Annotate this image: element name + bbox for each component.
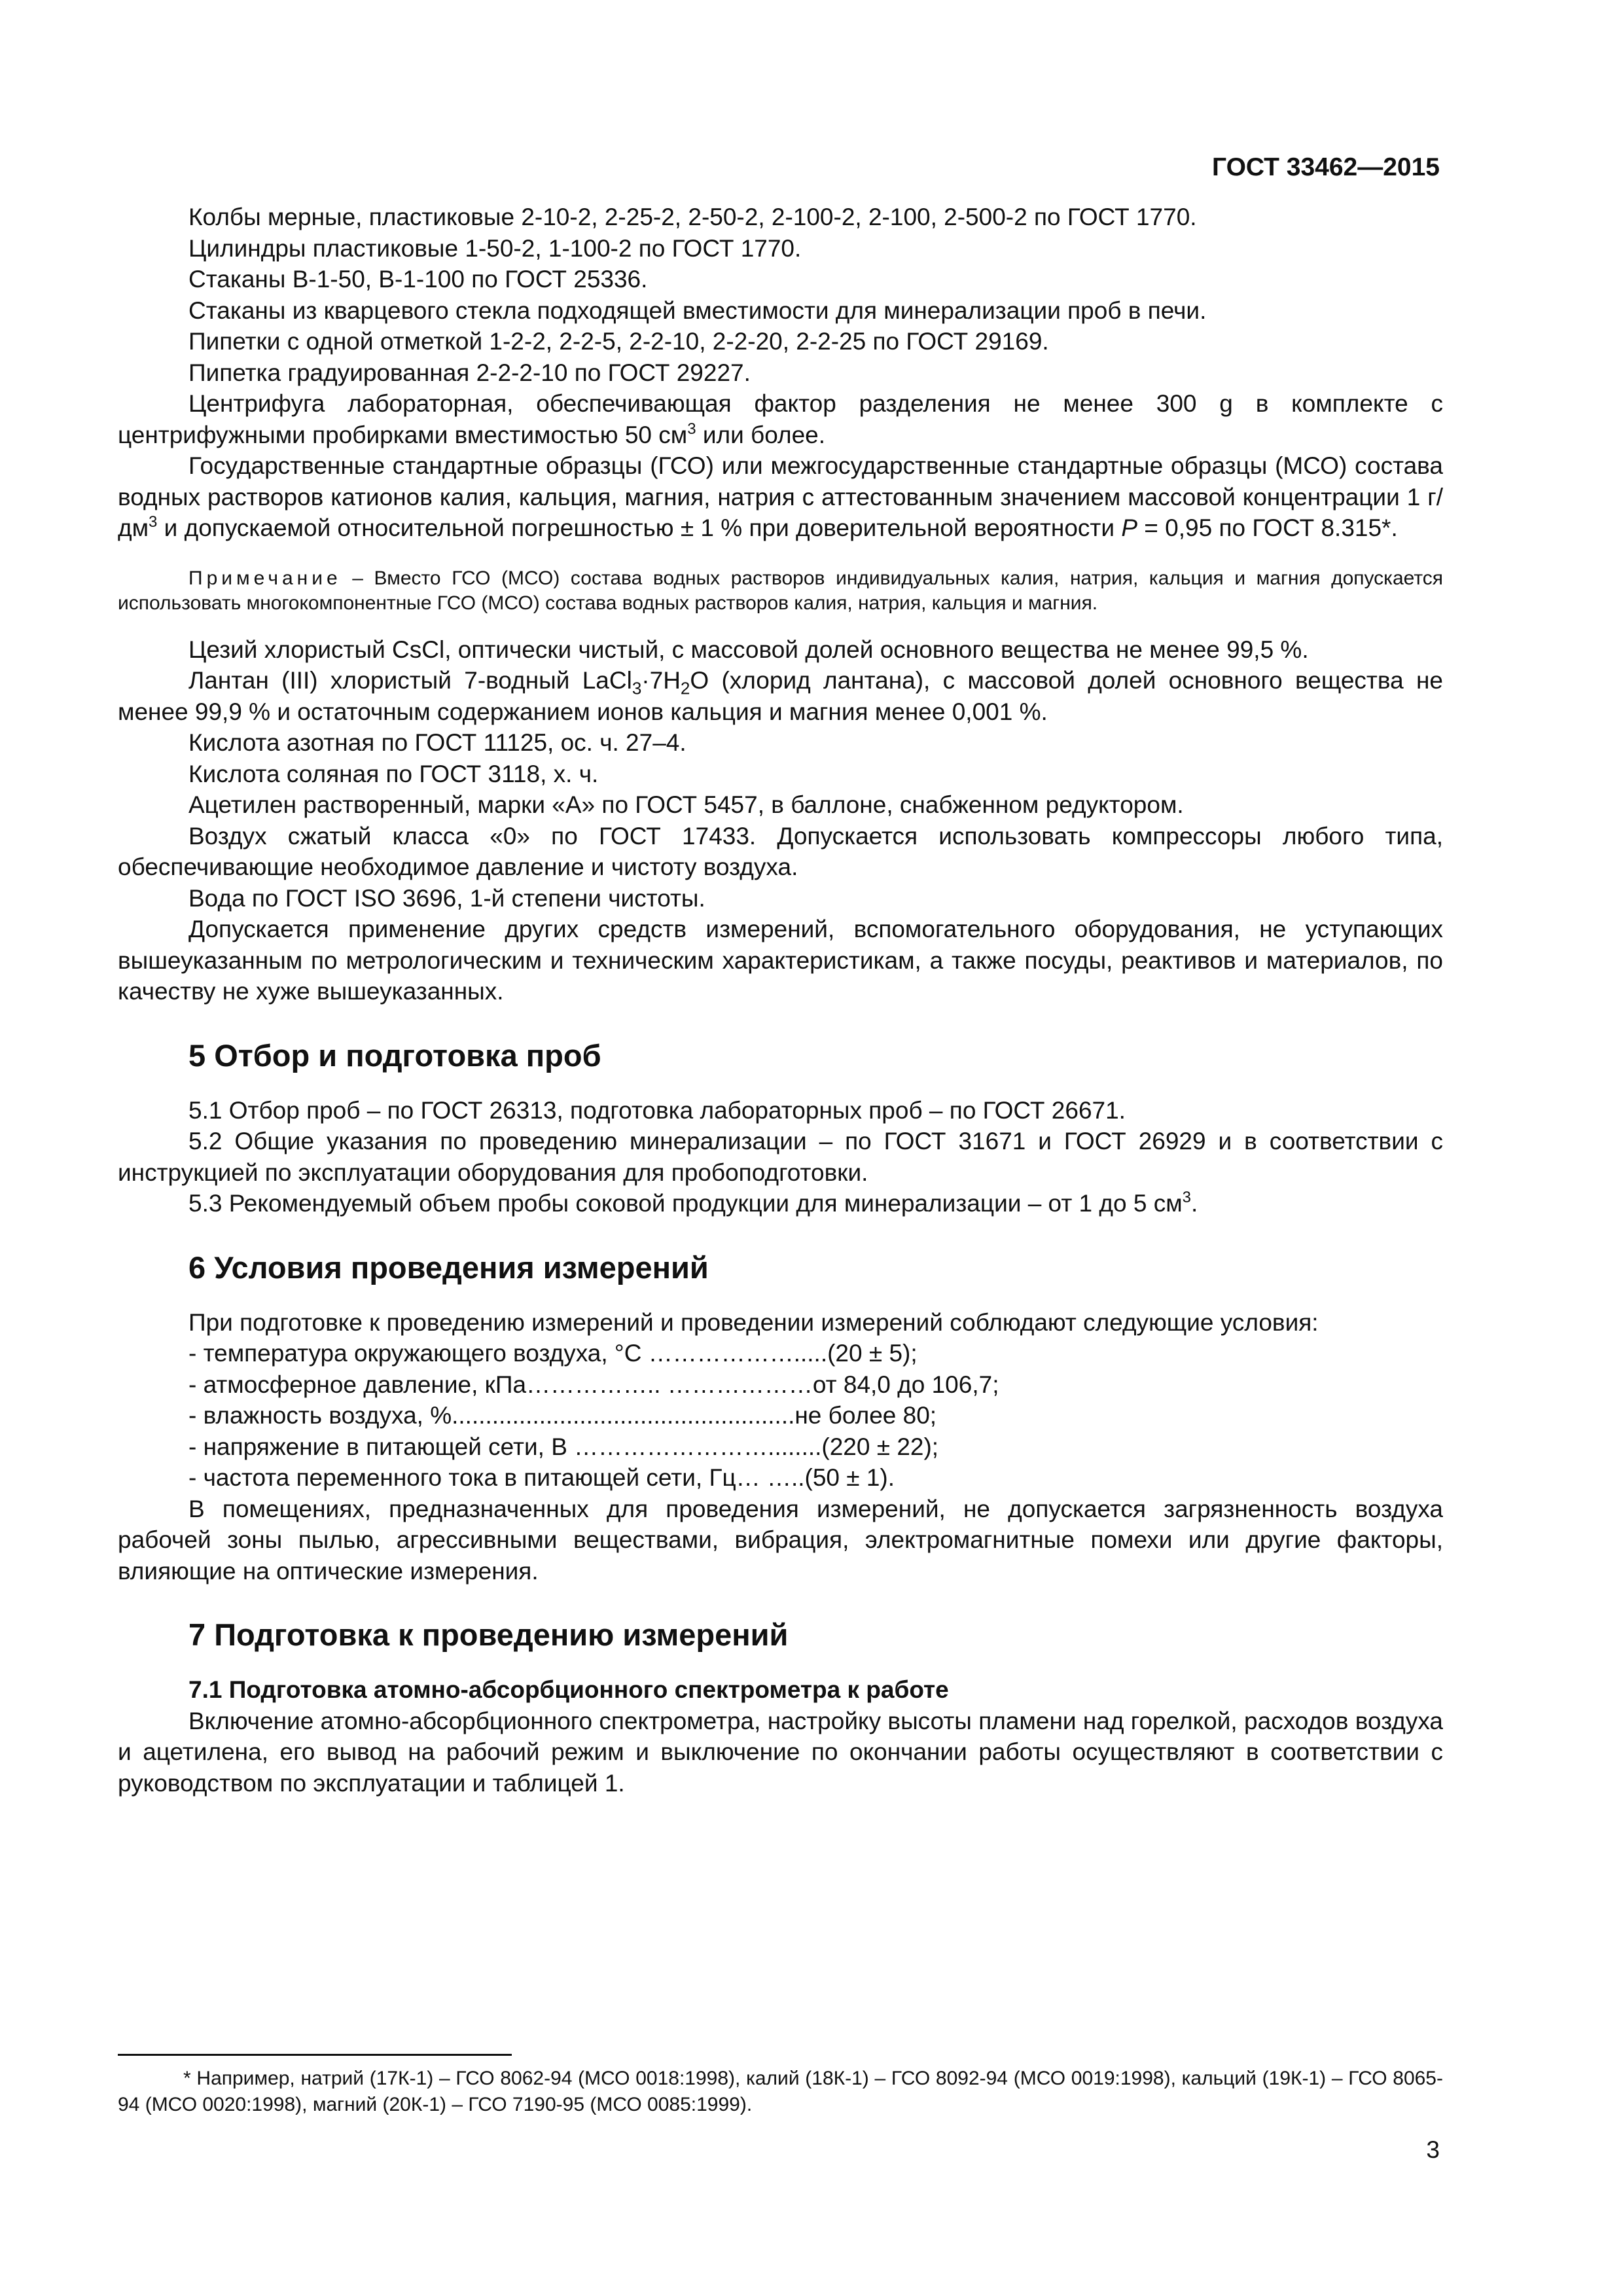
subsection-7-1-text: Включение атомно-абсорбционного спектрометра, настройку высоты пламени над горелкой, расходов воздуха и ацетилена, его вывод на рабочий режим и выключение по окончании работы осуществляют в соответствии с руководством по эксплуатации и таблицей 1.: [118, 1707, 1443, 1797]
superscript: 3: [687, 420, 696, 438]
reagent-item: Воздух сжатый класса «0» по ГОСТ 17433. Допускается использовать компрессоры любого типа, обеспечивающие необходимое давление и чистоту воздуха.: [118, 822, 1443, 880]
reagent-item: Кислота соляная по ГОСТ 3118, х. ч.: [188, 760, 599, 787]
reagent-lanthanum: [118, 665, 1443, 727]
section-5-paragraph: [118, 1188, 1443, 1219]
gso-paragraph: [118, 450, 1443, 544]
condition-item: - влажность воздуха, %...................................................не более 80;: [188, 1402, 937, 1429]
section-5-p3-text: 5.3 Рекомендуемый объем пробы соковой продукции для минерализации – от 1 до 5 см: [188, 1190, 1183, 1217]
section-6-outro: В помещениях, предназначенных для проведения измерений, не допускается загрязненность воздуха рабочей зоны пылью, агрессивными веществами, вибрация, электромагнитные помехи или другие факторы, влияющие на оптические измерения.: [118, 1495, 1443, 1585]
condition-item: - напряжение в питающей сети, В ……………………........(220 ± 22);: [188, 1433, 939, 1460]
section-5-paragraph: 5.1 Отбор проб – по ГОСТ 26313, подготовка лабораторных проб – по ГОСТ 26671.: [188, 1096, 1126, 1124]
superscript: 3: [1182, 1189, 1192, 1206]
note-paragraph: [118, 566, 1443, 616]
equipment-item: Колбы мерные, пластиковые 2-10-2, 2-25-2, 2-50-2, 2-100-2, 2-100, 2-500-2 по ГОСТ 1770.: [188, 204, 1197, 230]
document-code: ГОСТ 33462—2015: [1212, 153, 1440, 181]
note-text: – Вместо ГСО (МСО) состава водных растворов индивидуальных калия, натрия, кальция и магния допускается использовать многокомпонентные ГСО (МСО) состава водных растворов калия, натрия, кальция и магния.: [118, 567, 1443, 614]
subscript: 2: [680, 678, 690, 698]
condition-item: - атмосферное давление, кПа…………….. ………………от 84,0 до 106,7;: [188, 1371, 999, 1398]
section-5-p3-end: .: [1191, 1190, 1198, 1217]
equipment-item: Пипетки с одной отметкой 1-2-2, 2-2-5, 2-2-10, 2-2-20, 2-2-25 по ГОСТ 29169.: [188, 328, 1049, 355]
gso-text-3: = 0,95 по ГОСТ 8.315*.: [1137, 514, 1398, 541]
centrifuge-text: Центрифуга лабораторная, обеспечивающая фактор разделения не менее 300 g в комплекте с центрифужными пробирками вместимостью 50 см: [118, 390, 1443, 448]
condition-item: - частота переменного тока в питающей сети, Гц… …..(50 ± 1).: [188, 1464, 895, 1491]
lanthanum-text-end: O (хлорид лантана), с массовой долей основного вещества не менее 99,9 % и остаточным содержанием ионов кальция и магния менее 0,001 %.: [118, 667, 1443, 725]
probability-variable: Р: [1121, 514, 1137, 541]
footnote: * Например, натрий (17К-1) – ГСО 8062-94 (МСО 0018:1998), калий (18К-1) – ГСО 8092-94 (МСО 0019:1998), кальций (19К-1) – ГСО 8065-94 (МСО 0020:1998), магний (20К-1) – ГСО 7190-95 (МСО 0085:1999).: [118, 2068, 1443, 2115]
section-5-title: 5 Отбор и подготовка проб: [188, 1037, 601, 1073]
centrifuge-text-end: или более.: [696, 421, 826, 448]
section-6-title: 6 Условия проведения измерений: [188, 1249, 709, 1285]
subscript: 3: [632, 678, 642, 698]
condition-item: - температура окружающего воздуха, °С ……………….....(20 ± 5);: [188, 1340, 918, 1367]
note-label: Примечание: [188, 567, 342, 589]
gso-text-2: и допускаемой относительной погрешностью ± 1 % при доверительной вероятности: [157, 514, 1122, 541]
subsection-7-1-title: 7.1 Подготовка атомно-абсорбционного спектрометра к работе: [188, 1676, 949, 1703]
reagent-item: Кислота азотная по ГОСТ 11125, ос. ч. 27–4.: [188, 729, 687, 756]
section-5-paragraph: 5.2 Общие указания по проведению минерализации – по ГОСТ 31671 и ГОСТ 26929 и в соответствии с инструкцией по эксплуатации оборудования для пробоподготовки.: [118, 1128, 1443, 1186]
reagent-item: Допускается применение других средств измерений, вспомогательного оборудования, не уступающих вышеуказанным по метрологическим и техническим характеристикам, а также посуды, реактивов и материалов, по качеству не хуже вышеуказанных.: [118, 916, 1443, 1005]
section-7-title: 7 Подготовка к проведению измерений: [188, 1617, 789, 1652]
page-number: 3: [1426, 2136, 1440, 2163]
reagent-item: Вода по ГОСТ ISO 3696, 1-й степени чистоты.: [188, 884, 705, 912]
equipment-item: Стаканы из кварцевого стекла подходящей вместимости для минерализации проб в печи.: [188, 296, 1207, 324]
main-content: [118, 202, 1443, 1799]
equipment-item: Цилиндры пластиковые 1-50-2, 1-100-2 по ГОСТ 1770.: [188, 234, 802, 262]
reagent-cesium: Цезий хлористый CsCl, оптически чистый, с массовой долей основного вещества не менее 99,5 %.: [188, 636, 1309, 663]
section-6-intro: При подготовке к проведению измерений и проведении измерений соблюдают следующие условия:: [188, 1308, 1319, 1336]
equipment-item: Стаканы В-1-50, В-1-100 по ГОСТ 25336.: [188, 266, 648, 293]
superscript: 3: [149, 513, 158, 531]
centrifuge-paragraph: [118, 388, 1443, 450]
lanthanum-text: Лантан (III) хлористый 7-водный LaCl: [188, 667, 632, 694]
footnote-divider: [118, 2054, 512, 2056]
gso-text-1: Государственные стандартные образцы (ГСО) или межгосударственные стандартные образцы (МСО) состава водных растворов катионов калия, кальция, магния, натрия с аттестованным значением массовой концентрации 1 г/дм: [118, 452, 1443, 541]
lanthanum-text-mid: ·7H: [641, 667, 681, 694]
reagent-item: Ацетилен растворенный, марки «А» по ГОСТ 5457, в баллоне, снабженном редуктором.: [188, 791, 1184, 818]
equipment-item: Пипетка градуированная 2-2-2-10 по ГОСТ 29227.: [188, 359, 751, 386]
